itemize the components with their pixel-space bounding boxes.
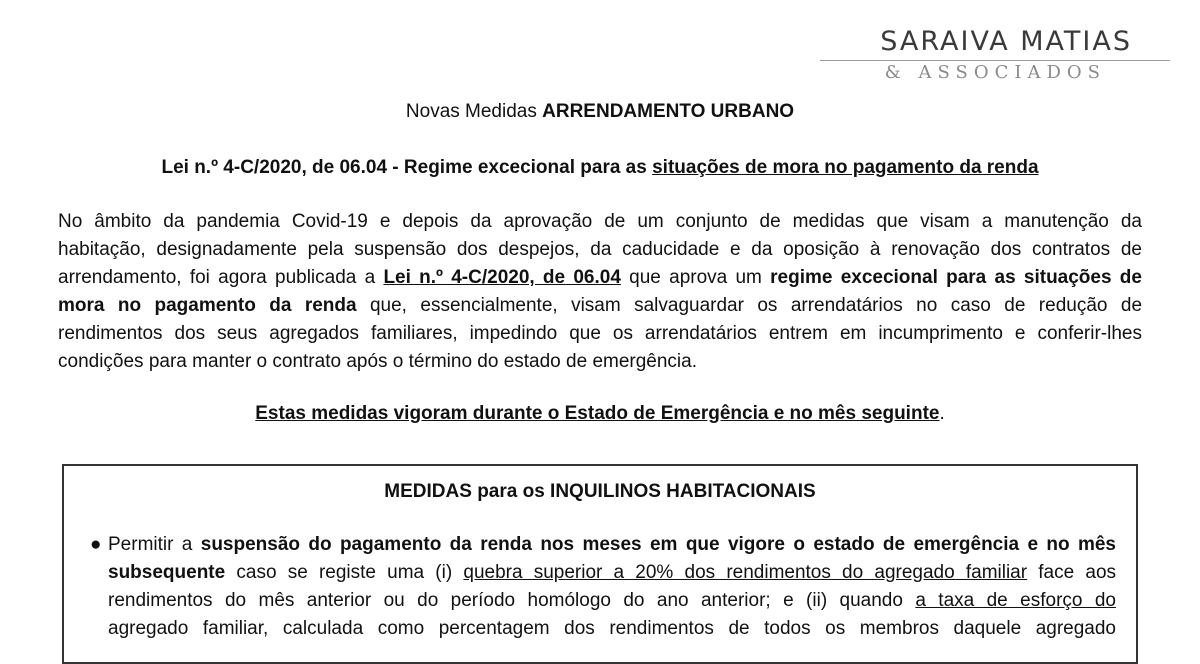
logo-subtitle: & ASSOCIADOS [884, 62, 1106, 83]
law-heading-text: Lei n.º 4-C/2020, de 06.04 - Regime excecional para as [161, 157, 653, 178]
box-line2-c: quebra superior a 20% dos rendimentos do agregado familiar [463, 562, 1028, 583]
box-line3-a: rendimentos do mês anterior ou do período homólogo do ano anterior; e (ii) quando [108, 590, 916, 611]
para1-line1: No âmbito da pandemia Covid-19 e depois da aprovação de um conjunto de medidas que visam a manutenção da [58, 211, 1142, 232]
box-line1-a: Permitir a [108, 534, 201, 555]
law-heading [0, 156, 1200, 180]
para1-line4-b: que, essencialmente, visam salvaguardar os arrendatários no caso de redução de [356, 295, 1143, 316]
para1-line3-d: regime excecional para as situações de [770, 267, 1142, 288]
box-heading: MEDIDAS para os INQUILINOS HABITACIONAIS [384, 481, 816, 502]
validity-notice [0, 402, 1200, 426]
bullet-icon: ● [90, 534, 102, 555]
title-prefix: Novas Medidas [405, 101, 543, 122]
para1-line6: condições para manter o contrato após o término do estado de emergência. [58, 351, 697, 372]
firm-logo [820, 22, 1180, 92]
para1-line4-a: mora no pagamento da renda [58, 295, 357, 316]
para1-line4 [58, 294, 1142, 318]
validity-notice-tail: . [939, 403, 945, 424]
para1-line5: rendimentos dos seus agregados familiares, impedindo que os arrendatários entrem em incumprimento e conferir-lhes [58, 323, 1142, 344]
law-reference: Lei n.º 4-C/2020, de 06.04 [383, 267, 621, 288]
logo-firm-name: SARAIVA MATIAS [880, 26, 1132, 57]
para1-line3-c: que aprova um [620, 267, 771, 288]
para1-line3 [58, 266, 1142, 290]
law-heading-underlined: situações de mora no pagamento da renda [652, 157, 1039, 178]
box-line3 [108, 589, 1116, 613]
box-line4: agregado familiar, calculada como percentagem dos rendimentos de todos os membros daquele agregado [108, 618, 1116, 639]
logo-rule [820, 60, 1170, 61]
box-line2-a: subsequente [108, 562, 226, 583]
box-line2-b: caso se registe uma (i) [225, 562, 464, 583]
document-title [0, 100, 1200, 124]
para1-line2: habitação, designadamente pela suspensão dos despejos, da caducidade e da oposição à renovação dos contratos de [58, 239, 1142, 260]
box-line3-b: a taxa de esforço do [915, 590, 1116, 611]
para1-line3-a: arrendamento, foi agora publicada a [58, 267, 384, 288]
box-line1 [108, 533, 1116, 557]
box-line2-d: face aos [1027, 562, 1117, 583]
box-line2 [108, 561, 1116, 585]
validity-notice-text: Estas medidas vigoram durante o Estado de Emergência e no mês seguinte [255, 403, 940, 424]
title-bold: ARRENDAMENTO URBANO [542, 101, 795, 122]
box-line1-b: suspensão do pagamento da renda nos meses em que vigore o estado de emergência e no mês [200, 534, 1116, 555]
